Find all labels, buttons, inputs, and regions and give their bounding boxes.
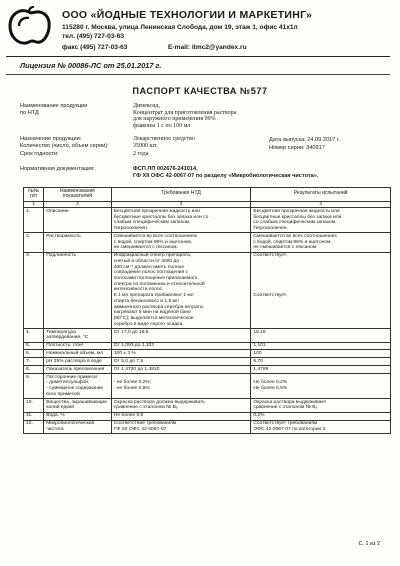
row-parameter-name-line: pH 25% раствора в воде xyxy=(46,358,102,364)
row-requirement xyxy=(111,342,251,350)
row-requirement-line: спектра по положению и относительной xyxy=(113,281,205,287)
row-parameter-name-line: Посторонние примеси: xyxy=(46,374,99,380)
column-number-row xyxy=(24,201,391,208)
row-parameter-name-line: Вещества, окрашивающие xyxy=(46,399,107,405)
row-requirement-line: аммиачного раствора серебра нитрата, xyxy=(113,304,204,310)
column-number: 2 xyxy=(44,201,112,208)
header-divider xyxy=(6,56,390,57)
row-number: 7. xyxy=(24,358,44,366)
batch-number: Номер серии: 340917 xyxy=(269,145,325,151)
row-result-line: Окраска раствора выдерживает xyxy=(253,399,327,405)
row-result xyxy=(251,208,391,233)
table-row xyxy=(24,366,391,374)
row-number: 12. xyxy=(24,420,44,434)
row-requirement-line: сравнение с эталоном № В₆ xyxy=(113,405,178,411)
product-label: Наименование продукции по НТД xyxy=(20,103,88,116)
row-result xyxy=(251,399,391,413)
table-row xyxy=(24,342,391,350)
row-result-line: 100 xyxy=(253,351,262,356)
row-result-line: со слабым специфическим запахом. xyxy=(253,220,337,226)
row-parameter-name-line: Номинальный объем, мл xyxy=(46,351,104,356)
quantity-label: Количество (число, объем серии): xyxy=(20,143,109,149)
row-parameter-name-line: Показатель преломления xyxy=(46,366,105,372)
table-row xyxy=(24,412,391,420)
row-requirement xyxy=(111,328,251,342)
row-result xyxy=(251,328,391,342)
row-result-line: с водой, спиртом 96% и ацетоном, xyxy=(253,239,332,245)
row-requirement xyxy=(111,233,251,252)
row-number: 1. xyxy=(24,208,44,233)
row-parameter-name xyxy=(44,252,112,328)
row-number: 6. xyxy=(24,350,44,358)
row-result xyxy=(251,342,391,350)
row-result-line: Соответствует требованиям xyxy=(253,421,318,427)
document-title: ПАСПОРТ КАЧЕСТВА №577 xyxy=(132,86,268,96)
row-parameter-name-line: Описание xyxy=(46,208,69,214)
row-requirement-line: спирта бензилового и 1,5 мл xyxy=(113,298,179,304)
company-email: E-mail: itmc2@yandex.ru xyxy=(168,44,247,51)
header-requirements: Требования НТД xyxy=(111,188,251,202)
table-header-row xyxy=(24,188,391,202)
row-number: 8. xyxy=(24,366,44,374)
row-requirement-line: интенсивности полос. xyxy=(113,287,164,293)
row-parameter-name-line: Температура xyxy=(46,329,76,335)
row-requirement xyxy=(111,420,251,434)
issue-date: Дата выпуска: 24.09.2017 г. xyxy=(269,137,340,143)
row-number: 2. xyxy=(24,233,44,252)
row-requirement xyxy=(111,350,251,358)
row-requirement xyxy=(111,358,251,366)
row-result-line: 1,4789 xyxy=(253,366,269,372)
header-number: №№ п/п xyxy=(24,188,44,202)
row-result xyxy=(251,358,391,366)
row-requirement-line: снятый в области от 4000 до xyxy=(113,258,180,264)
row-parameter-name xyxy=(44,412,112,420)
row-result xyxy=(251,252,391,328)
row-requirement-line: Окраска раствора должна выдерживать xyxy=(113,399,205,405)
row-parameter-name xyxy=(44,350,112,358)
table-row xyxy=(24,328,391,342)
row-requirement-line: Не более 0,5 xyxy=(113,413,144,419)
row-requirement xyxy=(111,252,251,328)
row-result-line: Соответствует. xyxy=(253,293,287,299)
row-result xyxy=(251,420,391,434)
quality-spec-table xyxy=(23,187,391,434)
row-requirement-line: ГФ XII ОФС 42-0067-07 xyxy=(113,426,167,432)
row-parameter-name xyxy=(44,374,112,399)
row-result-line: Соответствует. xyxy=(253,253,287,259)
row-result-line: Не более 0,2% xyxy=(253,380,288,386)
header-results: Результаты испытаний xyxy=(251,188,391,202)
company-fax: факс (495) 727-03-63 xyxy=(62,44,128,51)
row-requirement-line: с водой, спиртом 96% и ацетоном, xyxy=(113,239,193,245)
row-result-line: не смешивается с гексаном. xyxy=(253,245,318,251)
row-parameter-name-line: Плотность, г/см³ xyxy=(46,343,84,349)
row-requirement xyxy=(111,399,251,413)
row-parameter-name-line: затвердевания, °С xyxy=(46,335,89,341)
row-requirement-line: От 17,0 до 18,5 xyxy=(113,329,149,335)
row-requirement-line: - не более 0,2%; xyxy=(113,380,152,386)
row-parameter-name xyxy=(44,358,112,366)
row-requirement-line: Бесцветная прозрачная жидкость или xyxy=(113,208,200,214)
company-address: 115280 г. Москва, улица Ленинская Слобода, дом 19, этаж 1, офис 41х1л xyxy=(62,24,298,31)
row-parameter-name-line: - диметилсульфон; xyxy=(46,380,90,386)
row-number: 10. xyxy=(24,399,44,413)
row-parameter-name-line: Вода, % xyxy=(46,413,65,419)
purpose-label: Назначение продукции: xyxy=(20,136,82,142)
row-requirement-line: От 5,0 до 7,5 xyxy=(113,358,144,364)
row-number: 11. xyxy=(24,412,44,420)
product-value: Димексид, Концентрат для приготовления раствора для наружного применения 99% флаконы 1 с по 100 мл xyxy=(133,103,237,129)
row-parameter-name xyxy=(44,366,112,374)
row-number: 5. xyxy=(24,342,44,350)
quantity-value: 35000 шт. xyxy=(133,143,158,149)
row-result xyxy=(251,374,391,399)
row-parameter-name-line: Подлинность xyxy=(46,253,77,259)
row-requirement-line: Гигроскопичен. xyxy=(113,226,149,231)
row-requirement-line: - не более 0,5% xyxy=(113,386,150,392)
row-number: 3. xyxy=(24,252,44,328)
row-parameter-name-line: калий ёдкий xyxy=(46,405,75,411)
row-result xyxy=(251,233,391,252)
row-requirement-line: От 1,4720 до 1,4810 xyxy=(113,366,160,372)
row-result xyxy=(251,366,391,374)
row-parameter-name-line: - суммарное содержание xyxy=(46,386,104,392)
row-requirement-line: К 1 мл препарата прибавляют 1 мл xyxy=(113,293,194,299)
row-requirement xyxy=(111,366,251,374)
row-requirement xyxy=(111,374,251,399)
row-parameter-name xyxy=(44,342,112,350)
row-parameter-name xyxy=(44,208,112,233)
row-parameter-name-line: Растворимость xyxy=(46,233,81,239)
row-requirement-line: Соответствие требованиям xyxy=(113,421,177,427)
row-parameter-name xyxy=(44,328,112,342)
row-requirement-line: серебро в виде серого осадка. xyxy=(113,321,184,327)
row-requirement-line: Инфракрасный спектр препарата, xyxy=(113,253,192,259)
row-requirement-line: нагревают 5 мин на водяной бане xyxy=(113,310,191,316)
row-parameter-name-line: всех примесей xyxy=(46,391,80,397)
row-requirement-line: (80°С); выделяется металлическое xyxy=(113,315,194,321)
row-requirement-line: бесцветные кристаллы без запаха или со xyxy=(113,214,209,220)
row-result-line: Гигроскопичен. xyxy=(253,226,288,231)
row-result-line: Смешивается во всех соотношениях xyxy=(253,233,337,239)
row-parameter-name xyxy=(44,399,112,413)
table-row xyxy=(24,233,391,252)
row-parameter-name xyxy=(44,233,112,252)
row-requirement-line: 400 см⁻¹ должен иметь полное xyxy=(113,264,185,270)
header-name: Наименование показателей xyxy=(44,188,112,202)
row-result-line: ОФС 42-0067-07 по категории 2 xyxy=(253,426,326,432)
table-row xyxy=(24,350,391,358)
purpose-value: Лекарственное средство xyxy=(133,136,195,142)
row-result-line: 18,18 xyxy=(253,329,266,335)
row-requirement-line: слабым специфическим запахом. xyxy=(113,220,191,226)
row-parameter-name-line: Микробиологическая xyxy=(46,421,95,427)
row-result-line: Не более 0,5% xyxy=(253,386,288,392)
column-number: 4 xyxy=(251,201,391,208)
license-divider xyxy=(6,74,390,75)
row-number: 4. xyxy=(24,328,44,342)
company-phone: тел. (495) 727-03-63 xyxy=(62,33,125,40)
row-result-line: бесцветные кристаллы без запаха или xyxy=(253,214,342,220)
page-number: С. 1 из 2 xyxy=(358,541,380,547)
shelf-life-label: Срок годности: xyxy=(20,151,59,157)
company-logo-icon xyxy=(6,6,52,46)
row-requirement-line: От 1,093 до 1,103 xyxy=(113,343,154,349)
table-row xyxy=(24,208,391,233)
normative-doc-label: Нормативная документация: xyxy=(20,166,95,172)
row-requirement-line: 100 ± 3 % xyxy=(113,351,136,356)
shelf-life-value: 2 года xyxy=(133,151,149,157)
row-requirement-line: полосами поглощения прилагаемого xyxy=(113,276,198,281)
row-result xyxy=(251,350,391,358)
row-result-line: Бесцветная прозрачная жидкость или xyxy=(253,208,340,214)
row-requirement-line: Смешивается во всех соотношениях xyxy=(113,233,198,239)
row-requirement xyxy=(111,208,251,233)
row-number: 9. xyxy=(24,374,44,399)
column-number: 1 xyxy=(24,201,44,208)
row-parameter-name-line: чистота xyxy=(46,426,64,432)
row-requirement xyxy=(111,412,251,420)
license-line: Лицензия № 00086-ЛС от 25.01.2017 г. xyxy=(20,61,162,70)
table-row xyxy=(24,358,391,366)
normative-doc-value: ФСП ЛП 002676-241014, ГФ XII ОФС 42-0067-07 по разделу «Микробиологическая чистота». xyxy=(133,166,319,179)
table-row xyxy=(24,252,391,328)
company-name: ООО «ЙОДНЫЕ ТЕХНОЛОГИИ И МАРКЕТИНГ» xyxy=(62,9,313,21)
row-requirement-line: не смешивается с гексаном. xyxy=(113,245,178,251)
table-row xyxy=(24,420,391,434)
table-row xyxy=(24,399,391,413)
row-result-line: 1,101 xyxy=(253,343,266,349)
row-result-line: 6,70 xyxy=(253,358,263,364)
row-result xyxy=(251,412,391,420)
row-requirement-line: совпадение полос поглощения с xyxy=(113,270,188,276)
row-parameter-name xyxy=(44,420,112,434)
row-result-line: сравнение с эталоном № В₆ xyxy=(253,405,318,411)
row-result-line: 0,2% xyxy=(253,413,265,419)
table-row xyxy=(24,374,391,399)
column-number: 3 xyxy=(111,201,251,208)
